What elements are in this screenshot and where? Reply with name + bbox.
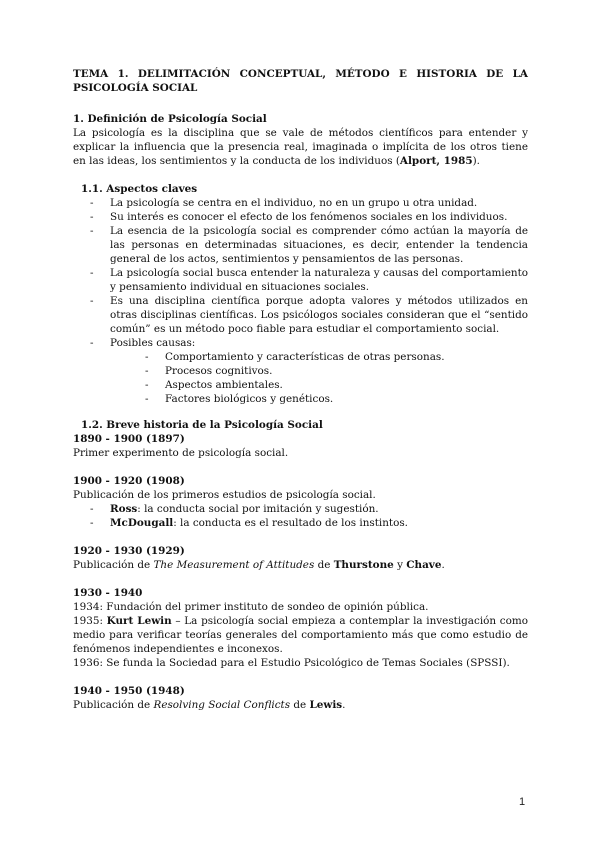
period-text: 1934: Fundación del primer instituto de sondeo de opinión pública. xyxy=(73,601,429,613)
period-heading: 1920 - 1930 (1929) xyxy=(73,545,185,557)
list-item: - Posibles causas: - Comportamiento y características de otras personas. - Procesos cognitivos. - Aspectos ambientales. - Factores biológicos y genéticos. xyxy=(110,336,528,406)
subsection-heading-aspectos: 1.1. Aspectos claves xyxy=(81,183,198,195)
authors-list xyxy=(73,502,528,530)
period-text: Publicación de Resolving Social Conflicts de Lewis. xyxy=(73,699,346,711)
list-item: - Comportamiento y características de otras personas. xyxy=(165,350,528,364)
period-text: Primer experimento de psicología social. xyxy=(73,447,289,459)
period-heading: 1890 - 1900 (1897) xyxy=(73,433,185,445)
list-item: - La esencia de la psicología social es comprender cómo actúan la mayoría de las personas en determinadas situaciones, es decir, entender la tendencia general de los actos, sentimientos y pensamientos de las personas. xyxy=(110,224,528,266)
period-heading: 1930 - 1940 xyxy=(73,587,143,599)
citation-alport: Alport, 1985 xyxy=(399,155,473,167)
list-item: - Aspectos ambientales. xyxy=(165,378,528,392)
definition-paragraph: La psicología es la disciplina que se vale de métodos científicos para entender y explicar la influencia que la presencia real, imaginada o implícita de los otros tiene en las ideas, los sentimientos y la conducta de los individuos (Alport, 1985). xyxy=(73,127,528,167)
list-item: - Ross: la conducta social por imitación y sugestión. xyxy=(110,502,528,516)
document-page xyxy=(73,68,528,712)
section-heading-definicion: 1. Definición de Psicología Social xyxy=(73,113,267,125)
list-item: - Procesos cognitivos. xyxy=(165,364,528,378)
aspectos-list xyxy=(73,196,528,406)
list-item: - McDougall: la conducta es el resultado de los instintos. xyxy=(110,516,528,530)
period-text: Publicación de los primeros estudios de psicología social. xyxy=(73,489,376,501)
list-item: - La psicología se centra en el individuo, no en un grupo u otra unidad. xyxy=(110,196,528,210)
page-number: 1 xyxy=(519,796,526,808)
causas-list xyxy=(110,350,528,406)
period-heading: 1940 - 1950 (1948) xyxy=(73,685,185,697)
period-text: 1935: Kurt Lewin – La psicología social empieza a contemplar la investigación como medio para verificar teorías generales del comportamiento más que como estudio de fenómenos independientes e inconexos. xyxy=(73,615,528,655)
period-text: 1936: Se funda la Sociedad para el Estudio Psicológico de Temas Sociales (SPSSI). xyxy=(73,657,510,669)
list-item: - Es una disciplina científica porque adopta valores y métodos utilizados en otras disciplinas científicas. Los psicólogos sociales consideran que el “sentido común” es un método poco fiable para estudiar el comportamiento social. xyxy=(110,294,528,336)
document-title: TEMA 1. DELIMITACIÓN CONCEPTUAL, MÉTODO E HISTORIA DE LA PSICOLOGÍA SOCIAL xyxy=(73,68,528,94)
period-text: Publicación de The Measurement of Attitudes de Thurstone y Chave. xyxy=(73,559,445,571)
period-heading: 1900 - 1920 (1908) xyxy=(73,475,185,487)
list-item: - Su interés es conocer el efecto de los fenómenos sociales en los individuos. xyxy=(110,210,528,224)
list-item: - La psicología social busca entender la naturaleza y causas del comportamiento y pensamiento individual en situaciones sociales. xyxy=(110,266,528,294)
subsection-heading-historia: 1.2. Breve historia de la Psicología Social xyxy=(81,419,323,431)
list-item: - Factores biológicos y genéticos. xyxy=(165,392,528,406)
